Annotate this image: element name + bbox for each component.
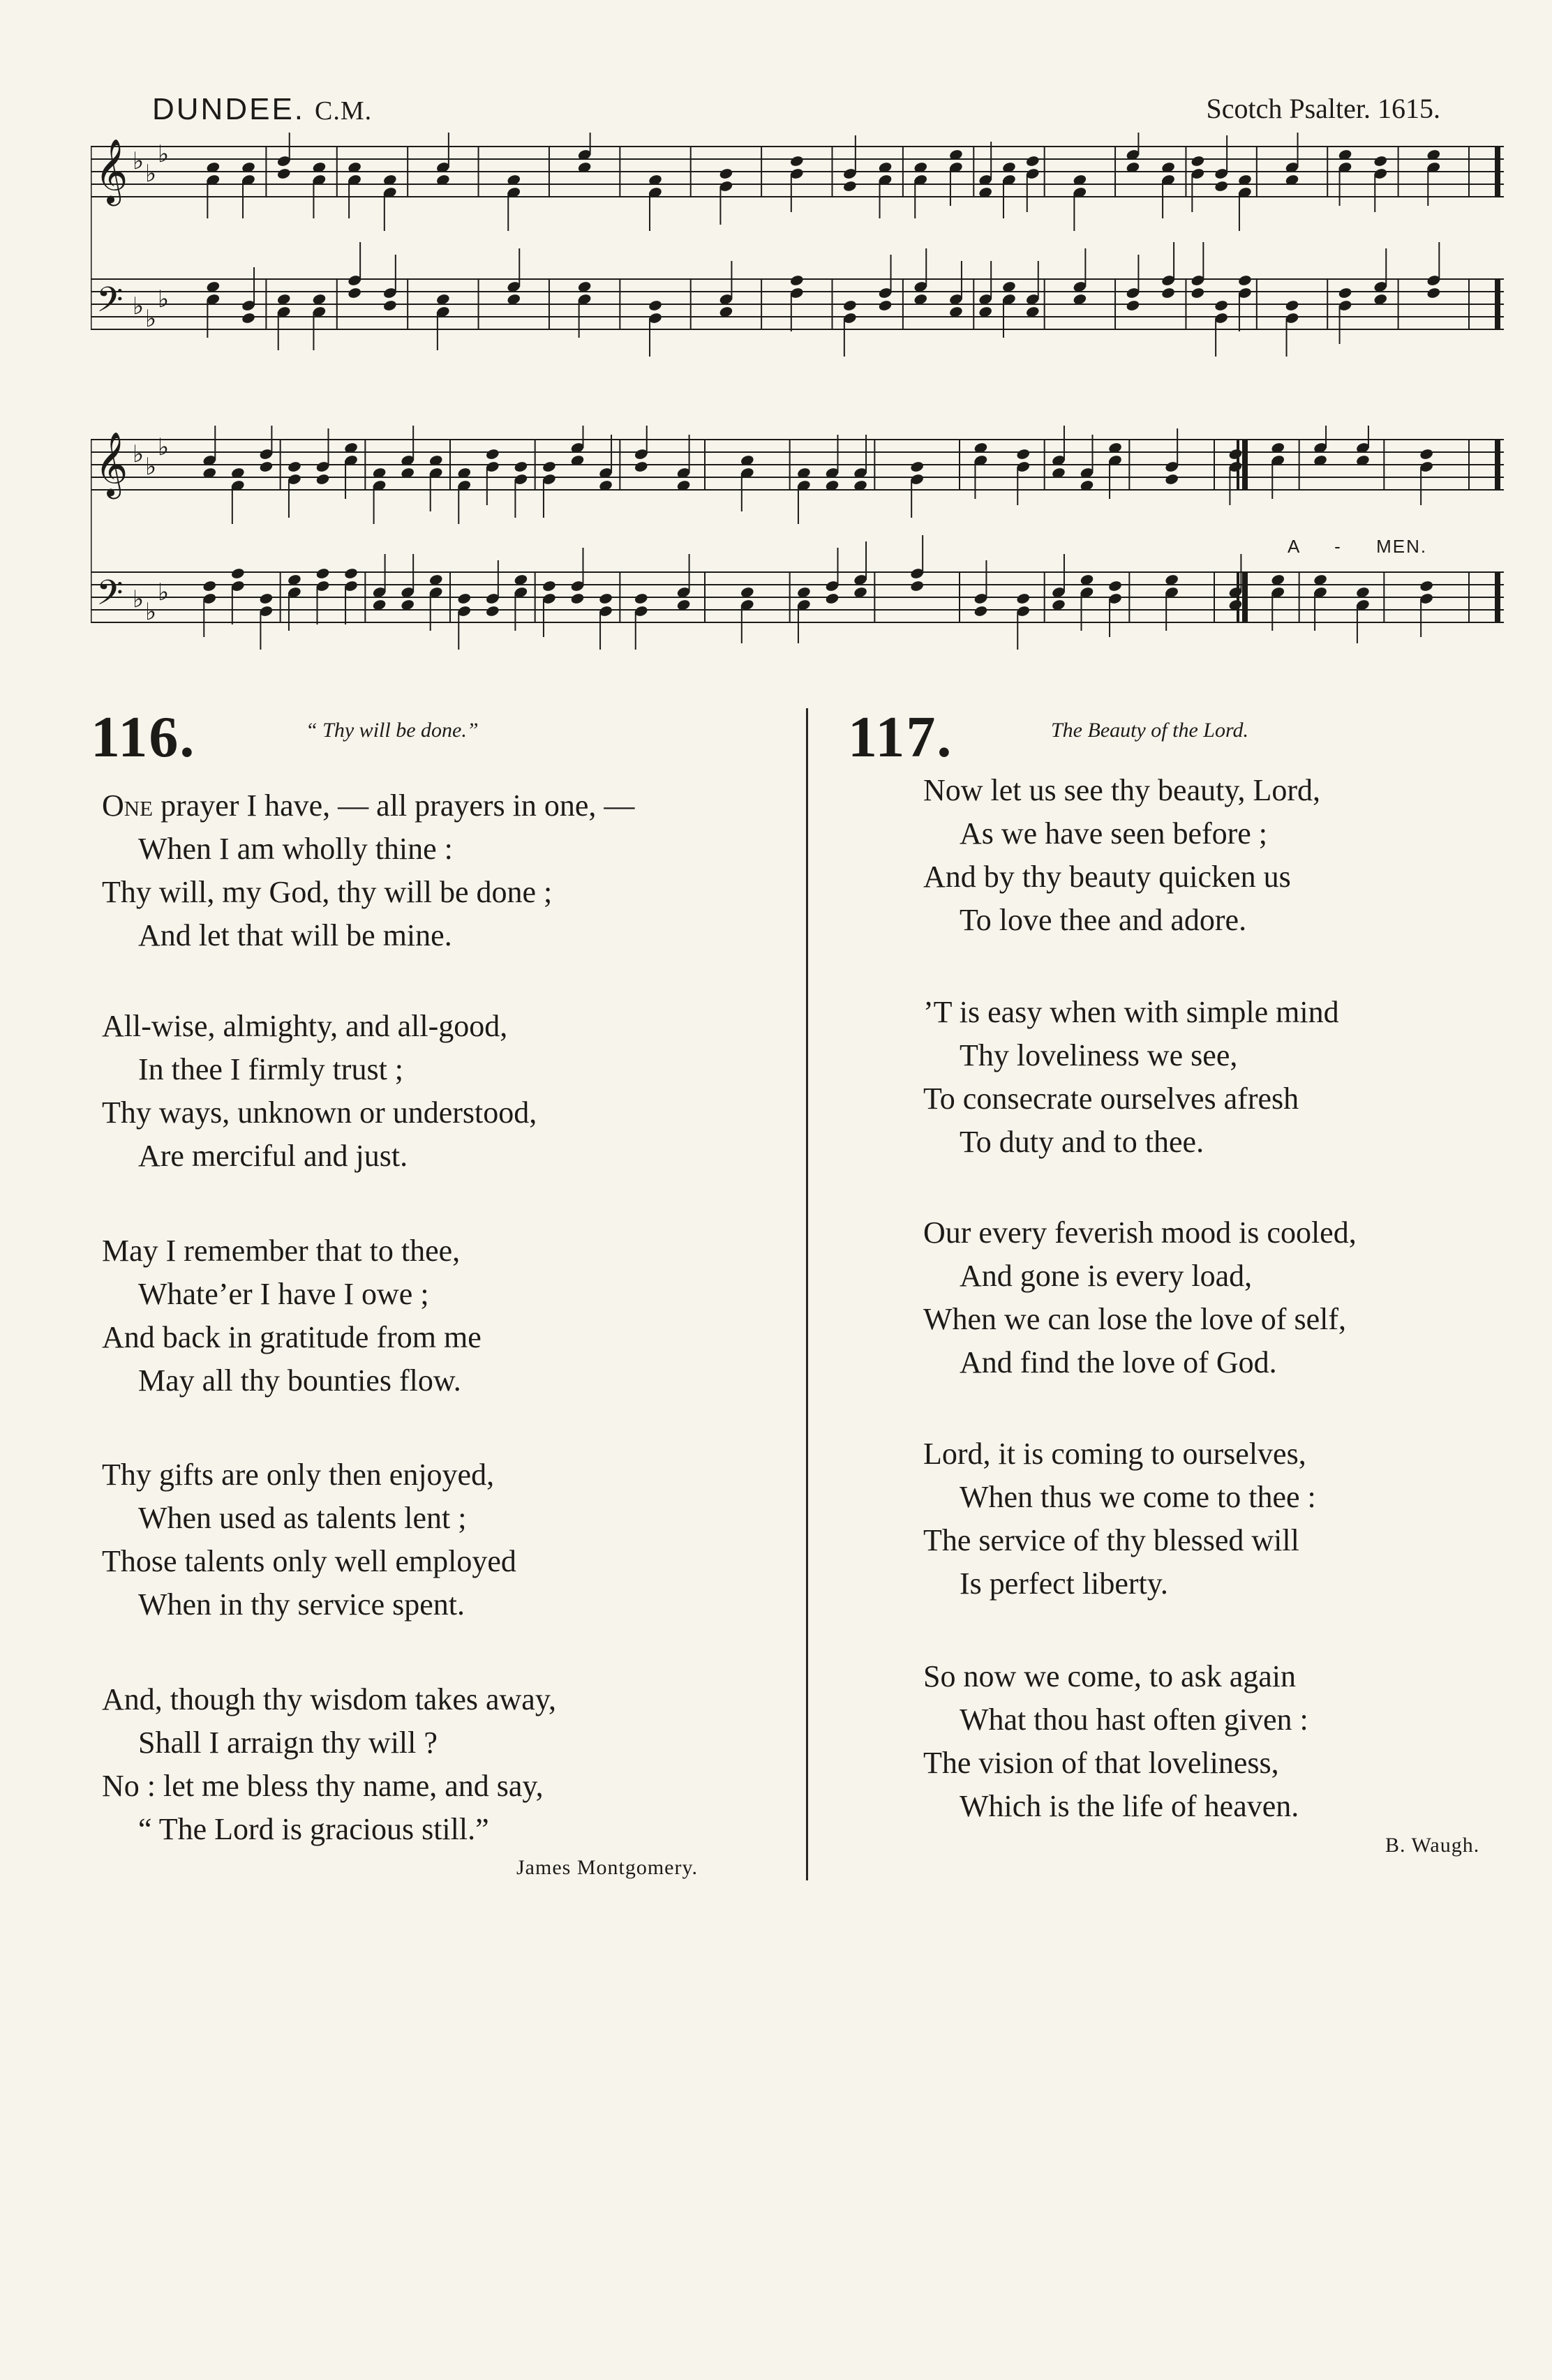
hymn-116-stanza-5: [102, 1678, 556, 1851]
hymn-116-author: James Montgomery.: [516, 1856, 699, 1879]
svg-text:♭: ♭: [145, 305, 157, 333]
verse-line: In thee I firmly trust ;: [138, 1052, 404, 1086]
verse-line: May all thy bounties flow.: [138, 1363, 461, 1398]
svg-text:𝄞: 𝄞: [95, 431, 128, 496]
svg-text:♭: ♭: [158, 140, 170, 168]
amen-men: MEN.: [1376, 536, 1428, 557]
verse-line: Is perfect liberty.: [960, 1566, 1168, 1601]
verse-line: When we can lose the love of self,: [923, 1302, 1346, 1336]
hymn-116-stanza-4: [102, 1453, 516, 1626]
svg-text:♭: ♭: [158, 285, 170, 313]
hymn-117-subtitle: The Beauty of the Lord.: [1051, 719, 1249, 742]
verse-line: When used as talents lent ;: [138, 1501, 467, 1535]
verse-line: Those talents only well employed: [102, 1544, 516, 1578]
first-word: One: [102, 788, 154, 823]
verse-line: When I am wholly thine :: [138, 832, 453, 866]
verse-line: Which is the life of heaven.: [960, 1789, 1299, 1823]
verse-line: Thy loveliness we see,: [960, 1038, 1238, 1072]
svg-text:♭: ♭: [133, 147, 144, 175]
verse-line: When thus we come to thee :: [960, 1480, 1316, 1514]
svg-text:♭: ♭: [133, 440, 144, 468]
tune-source-name: Scotch Psalter.: [1206, 93, 1371, 124]
verse-line: Are merciful and just.: [138, 1139, 408, 1173]
music-system-2: [91, 426, 1504, 663]
tune-name: DUNDEE.: [152, 92, 306, 126]
tune-meter: C.M.: [315, 96, 373, 126]
svg-text:♭: ♭: [145, 160, 157, 188]
hymn-116-subtitle: “ Thy will be done.”: [306, 719, 479, 742]
verse-line: Thy ways, unknown or understood,: [102, 1095, 537, 1130]
verse-line: To love thee and adore.: [960, 903, 1247, 937]
verse-line: Lord, it is coming to ourselves,: [923, 1437, 1306, 1471]
verse-line: And gone is every load,: [960, 1259, 1253, 1293]
music-system-1: [91, 133, 1504, 370]
verse-line: And back in gratitude from me: [102, 1320, 482, 1354]
hymn-117-stanza-1: [923, 769, 1320, 942]
hymn-117-stanza-5: [923, 1655, 1308, 1828]
verse-line: And let that will be mine.: [138, 918, 452, 952]
verse-line: What thou hast often given :: [960, 1702, 1308, 1737]
svg-text:𝄢: 𝄢: [96, 573, 124, 622]
verse-line: As we have seen before ;: [960, 816, 1268, 851]
svg-text:♭: ♭: [145, 598, 157, 626]
verse-line: No : let me bless thy name, and say,: [102, 1769, 544, 1803]
column-divider: [806, 708, 808, 1880]
verse-line: prayer I have, — all prayers in one, —: [153, 788, 635, 823]
verse-line: Our every feverish mood is cooled,: [923, 1215, 1357, 1250]
amen-text: [1288, 536, 1427, 557]
hymn-117-stanza-3: [923, 1211, 1357, 1384]
verse-line: Now let us see thy beauty, Lord,: [923, 773, 1321, 807]
verse-line: To consecrate ourselves afresh: [923, 1082, 1299, 1116]
hymn-117-author: B. Waugh.: [1385, 1834, 1480, 1857]
music-score-image: [91, 133, 1504, 370]
verse-line: “ The Lord is gracious still.”: [138, 1812, 489, 1846]
svg-text:♭: ♭: [145, 453, 157, 481]
hymn-117-number: 117.: [848, 705, 953, 770]
svg-text:♭: ♭: [158, 433, 170, 461]
svg-text:♭: ♭: [133, 292, 144, 320]
tune-year: 1615.: [1378, 93, 1440, 124]
verse-line: When in thy service spent.: [138, 1587, 465, 1622]
verse-line: The service of thy blessed will: [923, 1523, 1299, 1557]
svg-text:𝄞: 𝄞: [95, 138, 128, 203]
hymn-116-stanza-3: [102, 1229, 482, 1402]
hymn-116-number: 116.: [91, 705, 196, 770]
verse-line: Thy will, my God, thy will be done ;: [102, 875, 553, 909]
verse-line: The vision of that loveliness,: [923, 1746, 1279, 1780]
tune-title: [152, 92, 372, 127]
svg-text:𝄢: 𝄢: [96, 280, 124, 329]
verse-line: Whate’er I have I owe ;: [138, 1277, 429, 1311]
verse-line: Thy gifts are only then enjoyed,: [102, 1458, 495, 1492]
verse-line: To duty and to thee.: [960, 1125, 1204, 1159]
hymn-117-stanza-4: [923, 1432, 1316, 1606]
verse-line: And find the love of God.: [960, 1345, 1277, 1379]
svg-text:♭: ♭: [158, 578, 170, 606]
verse-line: And, though thy wisdom takes away,: [102, 1682, 556, 1716]
tune-source: [1206, 92, 1440, 125]
verse-line: And by thy beauty quicken us: [923, 860, 1291, 894]
verse-line: All-wise, almighty, and all-good,: [102, 1009, 508, 1043]
verse-line: ’T is easy when with simple mind: [923, 995, 1339, 1029]
verse-line: Shall I arraign thy will ?: [138, 1726, 438, 1760]
hymn-117-stanza-2: [923, 991, 1339, 1164]
verse-line: So now we come, to ask again: [923, 1659, 1296, 1693]
verse-line: May I remember that to thee,: [102, 1234, 461, 1268]
amen-dash: -: [1334, 536, 1342, 557]
svg-text:♭: ♭: [133, 585, 144, 613]
hymn-116-stanza-2: [102, 1005, 537, 1178]
hymn-116-stanza-1: [102, 784, 634, 957]
amen-a: A: [1288, 536, 1300, 557]
